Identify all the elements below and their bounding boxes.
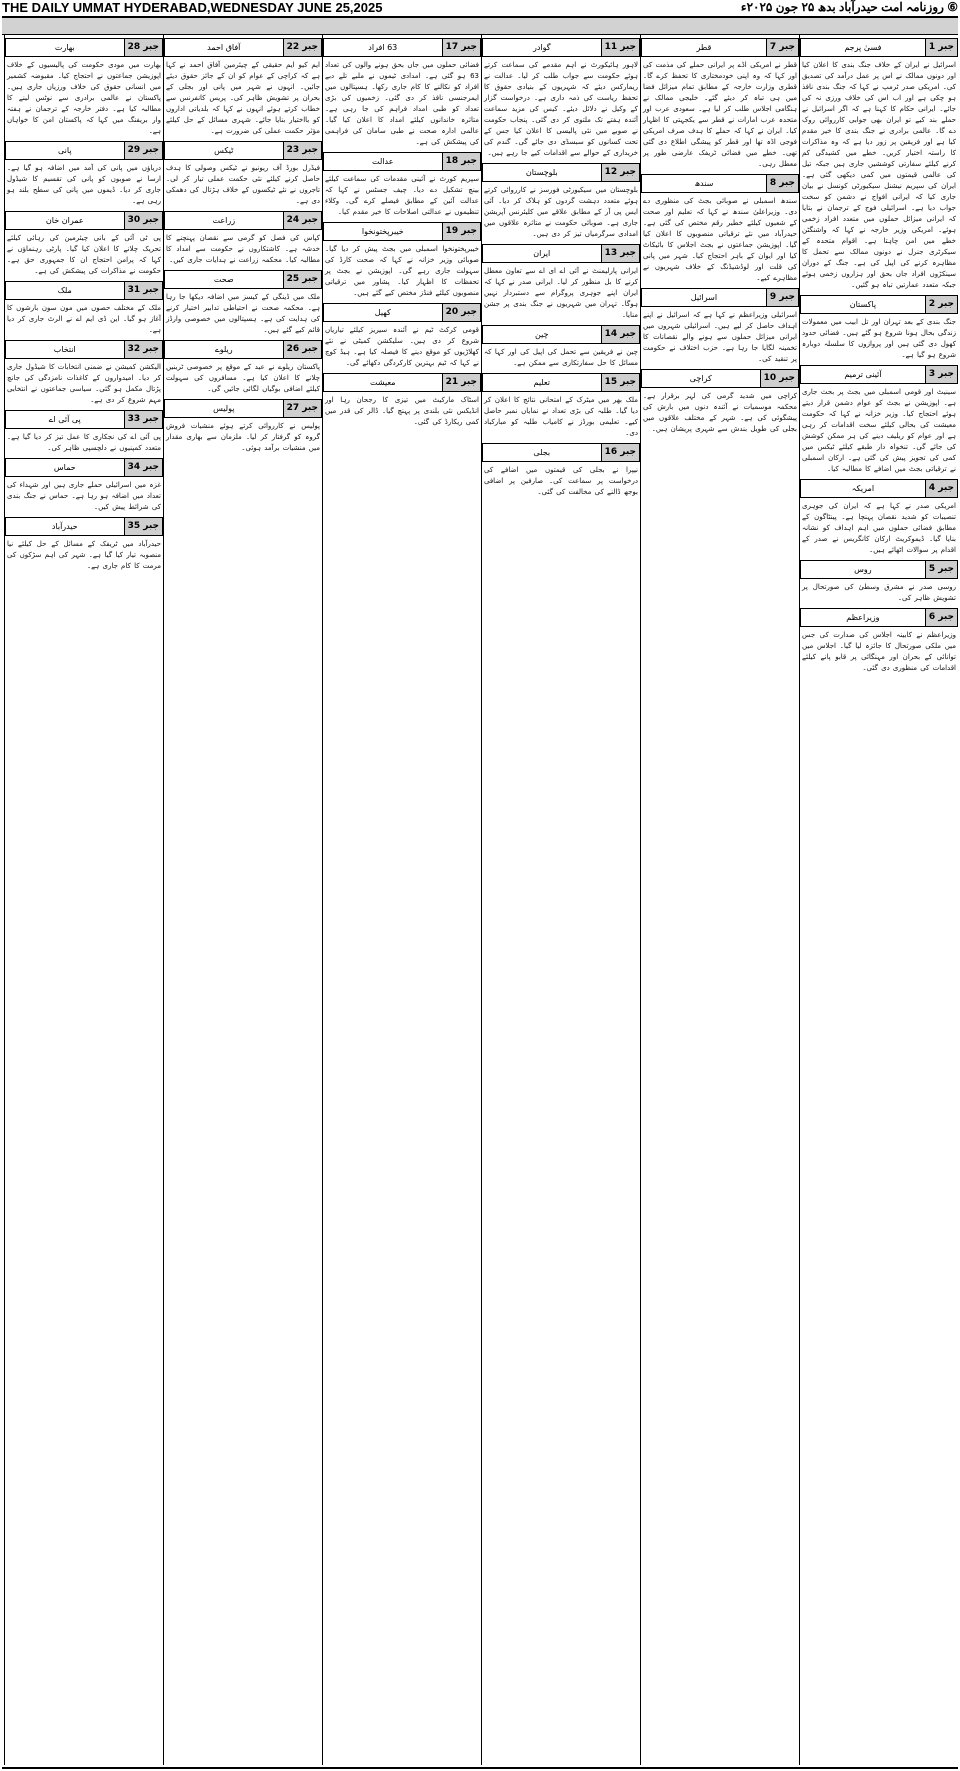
story-number: جبر 24: [283, 212, 321, 229]
story-header: [800, 479, 958, 498]
story-header: [5, 458, 163, 477]
story-title: انتخاب: [53, 345, 76, 354]
story-header: [641, 369, 799, 388]
story-number: جبر 4: [925, 480, 957, 497]
story-text: پی آئی اے کی نجکاری کا عمل تیز کر دیا گیا ہے۔ متعدد کمپنیوں نے دلچسپی ظاہر کی۔: [7, 433, 161, 452]
story-title: خیبرپختونخوا: [361, 227, 404, 236]
story-text: سینیٹ اور قومی اسمبلی میں بجٹ پر بحث جاری ہے۔ اپوزیشن نے بجٹ کو عوام دشمن قرار دیتے ہوئے احتجاج کیا۔ وزیر خزانہ نے کہا کہ حکومت معیشت کی بحالی کیلئے سخت اقدامات کر رہی ہے اور عوام کو ریلیف دینے کی ہر ممکن کوشش کی جائے گی۔ تنخواہ دار طبقے کیلئے ٹیکس میں کمی کی تجویز پیش کی گئی ہے۔ ارکان اسمبلی نے ترقیاتی بجٹ میں اضافے کا مطالبہ کیا۔: [802, 388, 956, 473]
header-bar: [2, 16, 958, 35]
story-number: جبر 28: [124, 39, 162, 56]
story-number: جبر 3: [925, 366, 957, 383]
story-number: جبر 22: [283, 39, 321, 56]
story-title: پولیس: [213, 404, 235, 413]
masthead-urdu: ⑥ روزنامہ امت حیدرآباد بدھ ۲۵ جون ۲۰۲۵ء: [740, 0, 958, 14]
story-number: جبر 17: [442, 39, 480, 56]
news-column: [163, 34, 322, 1765]
story-text: اسرائیلی وزیراعظم نے کہا ہے کہ اسرائیل نے اپنے اہداف حاصل کر لیے ہیں۔ اسرائیلی شہروں میں ایرانی میزائل حملوں سے ہونے والے نقصانات کا تخمینہ لگایا جا رہا ہے۔ حزب اختلاف نے حکومت پر تنقید کی۔: [643, 311, 797, 363]
story-number: جبر 11: [601, 39, 639, 56]
bottom-rule: [2, 1767, 958, 1769]
news-column: [322, 34, 481, 1765]
story-number: جبر 30: [124, 212, 162, 229]
story-text: ایم کیو ایم حقیقی کے چیئرمین آفاق احمد نے کہا ہے کہ کراچی کے عوام کو ان کے جائز حقوق دیئے جائیں۔ انہوں نے شہر میں پانی اور بجلی کے بحران پر تشویش ظاہر کی۔ پریس کانفرنس سے خطاب کرتے ہوئے انہوں نے کہا کہ بلدیاتی اداروں کو بااختیار بنایا جائے۔ شہری مسائل کے حل کیلئے مؤثر حکمت عملی کی ضرورت ہے۔: [166, 61, 320, 135]
story-header: [482, 163, 640, 182]
story-title: زراعت: [212, 216, 236, 225]
story-number: جبر 10: [760, 370, 798, 387]
story-header: [323, 373, 481, 392]
story-title: ریلوے: [215, 345, 233, 354]
story-text: جنگ بندی کے بعد تہران اور تل ابیب میں معمولات زندگی بحال ہونا شروع ہو گئے ہیں۔ فضائی حدود کھول دی گئی ہیں اور پروازوں کا سلسلہ دوبارہ شروع ہو گیا ہے۔: [802, 318, 956, 359]
story-title: آفاق احمد: [207, 43, 241, 52]
story-text: ملک کے مختلف حصوں میں مون سون بارشوں کا آغاز ہو گیا۔ این ڈی ایم اے نے الرٹ جاری کر دیا ہے۔: [7, 304, 161, 334]
story-title: چین: [535, 330, 549, 339]
story-title: پی آئی اے: [48, 415, 81, 424]
story-header: [5, 340, 163, 359]
story-number: جبر 6: [925, 609, 957, 626]
story-number: جبر 2: [925, 296, 957, 313]
story-number: جبر 25: [283, 271, 321, 288]
story-number: جبر 32: [124, 341, 162, 358]
story-header: [482, 325, 640, 344]
story-text: چین نے فریقین سے تحمل کی اپیل کی اور کہا کہ مسائل کا حل سفارتکاری سے ممکن ہے۔: [484, 348, 638, 367]
masthead: [0, 0, 960, 14]
story-header: [482, 373, 640, 392]
story-header: [5, 38, 163, 57]
story-title: معیشت: [370, 378, 396, 387]
story-text: پاکستان ریلوے نے عید کے موقع پر خصوصی ٹرینیں چلانے کا اعلان کیا ہے۔ مسافروں کی سہولت کیلئے اضافی بوگیاں لگائی جائیں گی۔: [166, 363, 320, 393]
story-title: اسرائیل: [690, 293, 718, 302]
story-number: جبر 12: [601, 164, 639, 181]
story-number: جبر 1: [925, 39, 957, 56]
story-title: بجلی: [533, 448, 551, 457]
story-header: [800, 38, 958, 57]
story-text: روسی صدر نے مشرق وسطیٰ کی صورتحال پر تشویش ظاہر کی۔: [802, 583, 956, 602]
story-number: جبر 33: [124, 411, 162, 428]
story-title: تعلیم: [533, 378, 551, 387]
story-header: [164, 270, 322, 289]
story-text: لاہور ہائیکورٹ نے اہم مقدمے کی سماعت کرتے ہوئے حکومت سے جواب طلب کر لیا۔ عدالت نے ریمارکس دیئے کہ شہریوں کے بنیادی حقوق کا تحفظ ریاست کی ذمہ داری ہے۔ درخواست گزار کے وکیل نے دلائل دیئے۔ کیس کی مزید سماعت آئندہ ہفتے تک ملتوی کر دی گئی۔ پنجاب حکومت نے صوبے میں نئی پالیسی کا اعلان کیا جس کے تحت کسانوں کو سبسڈی دی جائے گی۔ گندم کی خریداری کے حوالے سے اقدامات کیے جا رہے ہیں۔: [484, 61, 638, 157]
story-title: وزیراعظم: [846, 613, 880, 622]
news-column: [481, 34, 640, 1765]
story-title: ملک: [57, 286, 72, 295]
story-text: ملک بھر میں میٹرک کے امتحانی نتائج کا اعلان کر دیا گیا۔ طلبہ کی بڑی تعداد نے نمایاں نمبر حاصل کیے۔ تعلیمی بورڈز نے کامیاب طلبہ کو مبارکباد دی۔: [484, 396, 638, 437]
story-header: [5, 141, 163, 160]
story-header: [164, 399, 322, 418]
story-text: دریاؤں میں پانی کی آمد میں اضافہ ہو گیا ہے۔ ارسا نے صوبوں کو پانی کی تقسیم کا شیڈول جاری کر دیا۔ ڈیموں میں پانی کی سطح بلند ہو رہی ہے۔: [7, 164, 161, 205]
story-header: [164, 211, 322, 230]
news-column: [4, 34, 163, 1765]
story-text: کراچی میں شدید گرمی کی لہر برقرار ہے۔ محکمہ موسمیات نے آئندہ دنوں میں بارش کی پیشگوئی کی ہے۔ شہر کے مختلف علاقوں میں بجلی کی طویل بندش سے شہری پریشان ہیں۔: [643, 392, 797, 433]
story-text: سندھ اسمبلی نے صوبائی بجٹ کی منظوری دے دی۔ وزیراعلیٰ سندھ نے کہا کہ تعلیم اور صحت کے شعبوں کیلئے خطیر رقم مختص کی گئی ہے۔ حیدرآباد میں نئے ترقیاتی منصوبوں کا اعلان کیا گیا۔ اپوزیشن جماعتوں نے بجٹ اجلاس کا بائیکاٹ کیا اور ایوان کے باہر احتجاج کیا۔ شہر میں پانی کی قلت اور لوڈشیڈنگ کے خلاف شہریوں نے مظاہرے کیے۔: [643, 197, 797, 282]
story-text: ملک میں ڈینگی کے کیسز میں اضافہ دیکھا جا رہا ہے۔ محکمہ صحت نے احتیاطی تدابیر اختیار کرنے کی ہدایت کی ہے۔ ہسپتالوں میں خصوصی وارڈز قائم کیے گئے ہیں۔: [166, 293, 320, 334]
story-text: نیپرا نے بجلی کی قیمتوں میں اضافے کی درخواست پر سماعت کی۔ صارفین پر اضافی بوجھ ڈالنے کی مخالفت کی گئی۔: [484, 466, 638, 496]
story-number: جبر 21: [442, 374, 480, 391]
story-header: [5, 281, 163, 300]
story-text: ایرانی پارلیمنٹ نے آئی اے ای اے سے تعاون معطل کرنے کا بل منظور کر لیا۔ ایرانی صدر نے کہا کہ ایران اپنے جوہری پروگرام سے دستبردار نہیں ہوگا۔ تہران میں شہریوں نے جنگ بندی پر جشن منایا۔: [484, 267, 638, 319]
story-header: [5, 517, 163, 536]
story-header: [5, 211, 163, 230]
story-header: [164, 38, 322, 57]
story-text: کپاس کی فصل کو گرمی سے نقصان پہنچنے کا خدشہ ہے۔ کاشتکاروں نے حکومت سے امداد کا مطالبہ کیا۔ محکمہ زراعت نے ہدایات جاری کیں۔: [166, 234, 320, 264]
story-header: [482, 38, 640, 57]
story-number: جبر 29: [124, 142, 162, 159]
story-header: [482, 244, 640, 263]
story-text: الیکشن کمیشن نے ضمنی انتخابات کا شیڈول جاری کر دیا۔ امیدواروں کے کاغذات نامزدگی کی جانچ پڑتال مکمل ہو گئی۔ سیاسی جماعتوں نے انتخابی مہم شروع کر دی ہے۔: [7, 363, 161, 404]
story-header: [323, 303, 481, 322]
story-number: جبر 16: [601, 444, 639, 461]
story-text: امریکی صدر نے کہا ہے کہ ایران کی جوہری تنصیبات کو شدید نقصان پہنچا ہے۔ پینٹاگون کے مطابق فضائی حملوں میں اہم اہداف کو نشانہ بنایا گیا۔ ڈیموکریٹ ارکان کانگریس نے صدر کے اقدام پر سوالات اٹھائے ہیں۔: [802, 502, 956, 554]
story-title: امریکہ: [851, 484, 875, 493]
story-title: عدالت: [372, 157, 394, 166]
story-title: گوادر: [532, 43, 551, 52]
story-header: [641, 288, 799, 307]
story-header: [800, 608, 958, 627]
story-header: [641, 174, 799, 193]
story-number: جبر 19: [442, 223, 480, 240]
story-number: جبر 15: [601, 374, 639, 391]
news-column: [799, 34, 958, 1765]
story-number: جبر 13: [601, 245, 639, 262]
story-number: جبر 20: [442, 304, 480, 321]
story-title: حیدرآباد: [51, 522, 78, 531]
story-header: [482, 443, 640, 462]
story-title: عمران خان: [45, 216, 84, 225]
story-text: قطر نے امریکی اڈے پر ایرانی حملے کی مذمت کی اور کہا کہ وہ اپنی خودمختاری کا تحفظ کرے گا۔ قطری وزارت خارجہ کے مطابق تمام میزائل فضا میں ہی تباہ کر دیئے گئے۔ خلیجی ممالک نے ہنگامی اجلاس طلب کر لیا ہے۔ سعودی عرب اور متحدہ عرب امارات نے قطر سے یکجہتی کا اظہار کیا۔ ایران نے کہا کہ حملے کا ہدف صرف امریکی فوجی اڈہ تھا اور قطر کو پیشگی اطلاع دی گئی تھی۔ خطے میں فضائی ٹریفک عارضی طور پر معطل رہی۔: [643, 61, 797, 168]
story-title: روس: [854, 565, 872, 574]
story-text: قومی کرکٹ ٹیم نے آئندہ سیریز کیلئے تیاریاں شروع کر دی ہیں۔ سلیکشن کمیٹی نے نئے کھلاڑیوں کو موقع دینے کا فیصلہ کیا ہے۔ ہیڈ کوچ نے کہا کہ ٹیم بہترین کارکردگی دکھائے گی۔: [325, 326, 479, 367]
story-text: غزہ میں اسرائیلی حملے جاری ہیں اور شہداء کی تعداد میں اضافہ ہو رہا ہے۔ حماس نے جنگ بندی کی شرائط پیش کیں۔: [7, 481, 161, 511]
story-title: آئینی ترمیم: [844, 370, 882, 379]
story-text: بھارت میں مودی حکومت کی پالیسیوں کے خلاف اپوزیشن جماعتوں نے احتجاج کیا۔ مقبوضہ کشمیر میں انسانی حقوق کی خلاف ورزیاں جاری ہیں۔ پاکستان نے عالمی برادری سے نوٹس لینے کا مطالبہ کیا ہے۔ دفتر خارجہ کے ترجمان نے ہفتہ وار بریفنگ میں کہا کہ پاکستان امن کا خواہاں ہے۔: [7, 61, 161, 135]
story-header: [800, 560, 958, 579]
story-number: جبر 26: [283, 341, 321, 358]
story-title: ٹیکس: [214, 146, 234, 155]
story-header: [323, 222, 481, 241]
story-number: جبر 8: [766, 175, 798, 192]
story-title: قطر: [696, 43, 712, 52]
story-text: فضائی حملوں میں جاں بحق ہونے والوں کی تعداد 63 ہو گئی ہے۔ امدادی ٹیموں نے ملبے تلے دبے افراد کو نکالنے کا کام جاری رکھا۔ ہسپتالوں میں ایمرجنسی نافذ کر دی گئی۔ زخمیوں کی بڑی تعداد کو طبی امداد فراہم کی جا رہی ہے۔ متاثرہ خاندانوں کیلئے امداد کا اعلان کیا گیا۔ عالمی ادارہ صحت نے طبی سامان کی فراہمی کی پیشکش کی ہے۔: [325, 61, 479, 146]
story-text: اسٹاک مارکیٹ میں تیزی کا رجحان رہا اور انڈیکس نئی بلندی پر پہنچ گیا۔ ڈالر کی قدر میں کمی ریکارڈ کی گئی۔: [325, 396, 479, 426]
story-text: حیدرآباد میں ٹریفک کے مسائل کے حل کیلئے نیا منصوبہ تیار کیا گیا ہے۔ شہر کی اہم سڑکوں کی مرمت کا کام جاری ہے۔: [7, 540, 161, 570]
story-number: جبر 31: [124, 282, 162, 299]
masthead-english: THE DAILY UMMAT HYDERABAD,WEDNESDAY JUNE 25,2025: [2, 0, 383, 15]
story-title: حماس: [53, 463, 76, 472]
story-number: جبر 18: [442, 153, 480, 170]
story-text: فیڈرل بورڈ آف ریونیو نے ٹیکس وصولی کا ہدف حاصل کرنے کیلئے نئی حکمت عملی تیار کر لی۔ تاجروں نے نئے ٹیکسوں کے خلاف ہڑتال کی دھمکی دی ہے۔: [166, 164, 320, 205]
story-number: جبر 27: [283, 400, 321, 417]
story-title: صحت: [213, 275, 234, 284]
story-title: پانی: [58, 146, 72, 155]
story-title: کراچی: [689, 374, 712, 383]
story-number: جبر 7: [766, 39, 798, 56]
story-number: جبر 14: [601, 326, 639, 343]
story-title: سندھ: [694, 179, 714, 188]
story-title: 63 افراد: [368, 43, 398, 52]
news-column: [640, 34, 799, 1765]
story-text: سپریم کورٹ نے آئینی مقدمات کی سماعت کیلئے بینچ تشکیل دے دیا۔ چیف جسٹس نے کہا کہ عدالت آئین کے مطابق فیصلے کرے گی۔ وکلاء تنظیموں نے عدالتی اصلاحات کا خیر مقدم کیا۔: [325, 175, 479, 216]
story-text: خیبرپختونخوا اسمبلی میں بجٹ پیش کر دیا گیا۔ صوبائی وزیر خزانہ نے کہا کہ صحت کارڈ کی سہولت جاری رہے گی۔ اپوزیشن نے بجٹ پر تحفظات کا اظہار کیا۔ پشاور میں ترقیاتی منصوبوں کیلئے فنڈز مختص کیے گئے ہیں۔: [325, 245, 479, 297]
story-text: پی ٹی آئی کے بانی چیئرمین کی رہائی کیلئے تحریک چلانے کا اعلان کیا گیا۔ پارٹی رہنماؤں نے کہا کہ پرامن احتجاج ان کا جمہوری حق ہے۔ حکومت نے مذاکرات کی پیشکش کی ہے۔: [7, 234, 161, 275]
story-text: بلوچستان میں سیکیورٹی فورسز نے کارروائی کرتے ہوئے متعدد دہشت گردوں کو ہلاک کر دیا۔ آئی ایس پی آر کے مطابق علاقے میں کلیئرنس آپریشن جاری ہے۔ صوبائی حکومت نے متاثرہ علاقوں میں امدادی سرگرمیاں تیز کر دی ہیں۔: [484, 186, 638, 238]
story-header: [323, 152, 481, 171]
story-number: جبر 23: [283, 142, 321, 159]
story-number: جبر 34: [124, 459, 162, 476]
story-title: بھارت: [54, 43, 75, 52]
story-header: [164, 340, 322, 359]
story-text: اسرائیل نے ایران کے خلاف جنگ بندی کا اعلان کیا اور دونوں ممالک نے اس پر عمل درآمد کی تصدیق کی۔ امریکی صدر ٹرمپ نے کہا کہ جنگ بندی نافذ ہو چکی ہے اور اب اس کی خلاف ورزی نہ کی جائے۔ ایرانی حکام کا کہنا ہے کہ اگر اسرائیل نے حملے بند کیے تو ایران بھی جوابی کارروائی روک دے گا۔ عالمی برادری نے جنگ بندی کا خیر مقدم کیا ہے اور فریقین پر زور دیا ہے کہ وہ مذاکرات کا راستہ اختیار کریں۔ خطے میں کشیدگی کم کرنے کیلئے سفارتی کوششیں جاری ہیں جبکہ تیل کی عالمی قیمتوں میں کمی دیکھی گئی ہے۔ ایران کی سپریم نیشنل سیکیورٹی کونسل نے بیان جاری کیا کہ ایرانی افواج نے دشمن کو سخت جواب دیا ہے۔ اسرائیلی فوج کے ترجمان نے بتایا کہ ایرانی میزائل حملوں میں متعدد افراد زخمی ہوئے۔ امریکی وزیر خارجہ نے کہا کہ واشنگٹن خطے میں امن چاہتا ہے۔ اقوام متحدہ کے سیکرٹری جنرل نے دونوں ممالک سے تحمل کا مظاہرہ کرنے کی اپیل کی ہے۔ جنگ کے دوران سینکڑوں افراد جاں بحق اور ہزاروں زخمی ہوئے جبکہ متعدد عمارتیں تباہ ہو گئیں۔: [802, 61, 956, 289]
story-title: بلوچستان: [525, 168, 558, 177]
story-header: [800, 365, 958, 384]
story-text: وزیراعظم نے کابینہ اجلاس کی صدارت کی جس میں ملکی صورتحال کا جائزہ لیا گیا۔ اجلاس میں توانائی کے بحران اور مہنگائی پر قابو پانے کیلئے اقدامات کی منظوری دی گئی۔: [802, 631, 956, 672]
story-header: [323, 38, 481, 57]
story-text: پولیس نے کارروائی کرتے ہوئے منشیات فروش گروہ کو گرفتار کر لیا۔ ملزمان سے بھاری مقدار میں منشیات برآمد ہوئی۔: [166, 422, 320, 452]
story-number: جبر 9: [766, 289, 798, 306]
story-title: فسیٰ پرجم: [844, 43, 882, 52]
story-title: ایران: [533, 249, 551, 258]
story-title: کھیل: [374, 308, 391, 317]
story-header: [800, 295, 958, 314]
story-number: جبر 5: [925, 561, 957, 578]
story-header: [641, 38, 799, 57]
story-header: [5, 410, 163, 429]
story-number: جبر 35: [124, 518, 162, 535]
story-header: [164, 141, 322, 160]
story-title: پاکستان: [849, 300, 877, 309]
